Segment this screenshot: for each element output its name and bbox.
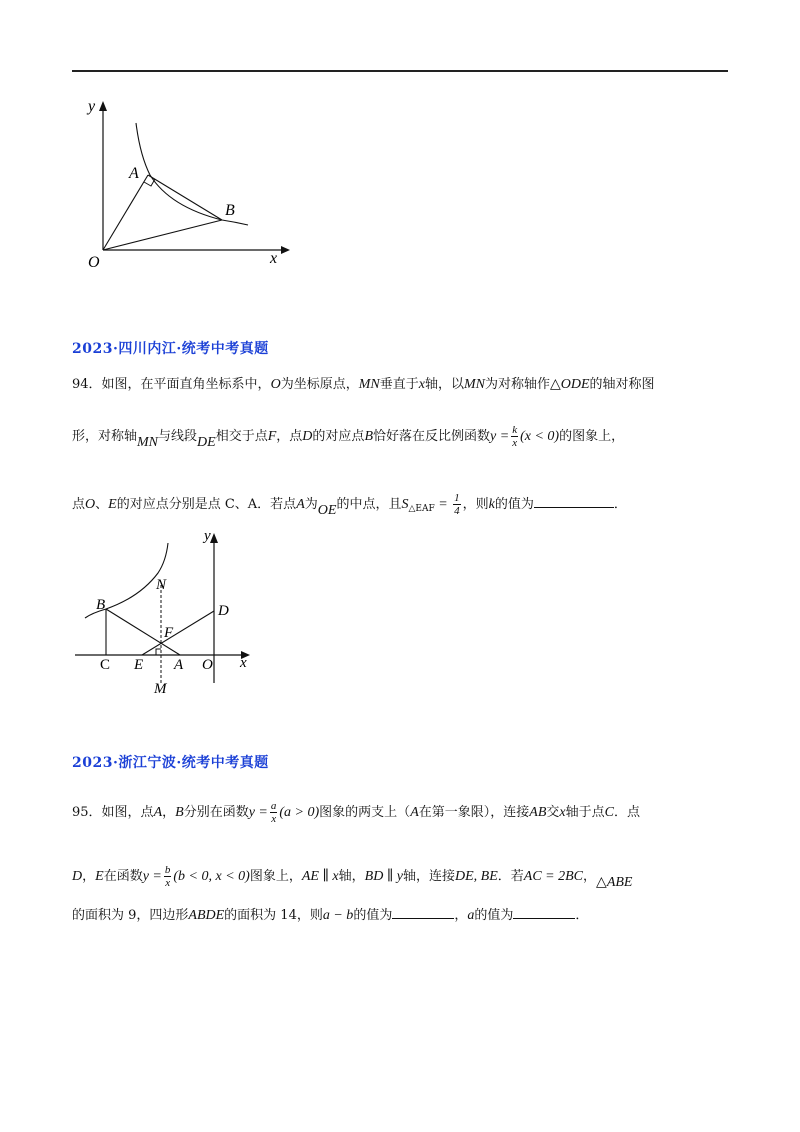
fig2-label-e: E bbox=[134, 657, 144, 673]
q95-fraction-a-over-x: $\frac{a}{x}$ bbox=[270, 800, 277, 825]
q94-line-3: 点O、E的对应点分别是点 C、A．若点A为OE的中点，且$S_{\triangle EAF}$ = $\frac{1}{4}$ ，则k的值为 ． bbox=[72, 492, 627, 518]
q94-line-1: 94．如图，在平面直角坐标系中，O为坐标原点，MN垂直于x轴，以MN为对称轴作△ODE的轴对称图 bbox=[72, 377, 655, 392]
q95-answer-blank-2[interactable] bbox=[513, 906, 575, 919]
q95-number: 95． bbox=[72, 805, 102, 820]
q94-line-2: 形，对称轴MN与线段DE相交于点F，点D的对应点B恰好落在反比例函数y = $\frac{k}{x}$ (x < 0)的图象上， bbox=[72, 424, 625, 450]
fig2-label-d: D bbox=[218, 603, 229, 619]
q94-source: 2023·四川内江·统考中考真题 bbox=[72, 341, 269, 357]
fig2-label-b: B bbox=[96, 597, 106, 613]
q95-line-2: D，E在函数y = $\frac{b}{x}$ (b < 0, x < 0)图象上，AE ∥ x轴，BD ∥ y轴，连接DE, BE．若AC = 2BC，△ABE bbox=[72, 864, 633, 890]
fig2-label-c: C bbox=[100, 657, 111, 673]
fig2-label-m: M bbox=[154, 681, 167, 697]
fig2-label-o: O bbox=[202, 657, 213, 673]
q95-source: 2023·浙江宁波·统考中考真题 bbox=[72, 755, 269, 771]
fig1-label-o: O bbox=[88, 254, 100, 271]
q94-answer-blank[interactable] bbox=[534, 495, 614, 508]
q95-line-1: 95．如图，点A，B分别在函数y = $\frac{a}{x}$ (a > 0)图象的两支上（A在第一象限），连接AB交x轴于点C．点 bbox=[72, 800, 640, 825]
q94-number: 94． bbox=[72, 377, 102, 392]
fig2-label-f: F bbox=[164, 625, 174, 641]
fig1-label-x: x bbox=[270, 250, 278, 267]
header-rule bbox=[72, 70, 728, 72]
fig1-label-a: A bbox=[129, 165, 139, 182]
q94-fraction-one-quarter: $\frac{1}{4}$ bbox=[454, 492, 460, 517]
fig2-label-a: A bbox=[174, 657, 184, 673]
q94-fraction-k-over-x: $\frac{k}{x}$ bbox=[512, 424, 518, 449]
q95-line-3: 的面积为 9，四边形ABDE的面积为 14，则a − b的值为 ，a的值为 ． bbox=[72, 908, 589, 923]
figure-1-graph bbox=[70, 95, 300, 270]
fig2-label-x: x bbox=[240, 655, 247, 671]
q95-fraction-b-over-x: $\frac{b}{x}$ bbox=[164, 864, 171, 889]
fig2-label-y: y bbox=[204, 528, 211, 544]
fig1-label-b: B bbox=[225, 202, 235, 219]
fig2-label-n: N bbox=[156, 577, 167, 593]
q95-answer-blank-1[interactable] bbox=[392, 906, 454, 919]
figure-2-graph bbox=[70, 525, 270, 700]
fig1-label-y: y bbox=[88, 98, 96, 115]
